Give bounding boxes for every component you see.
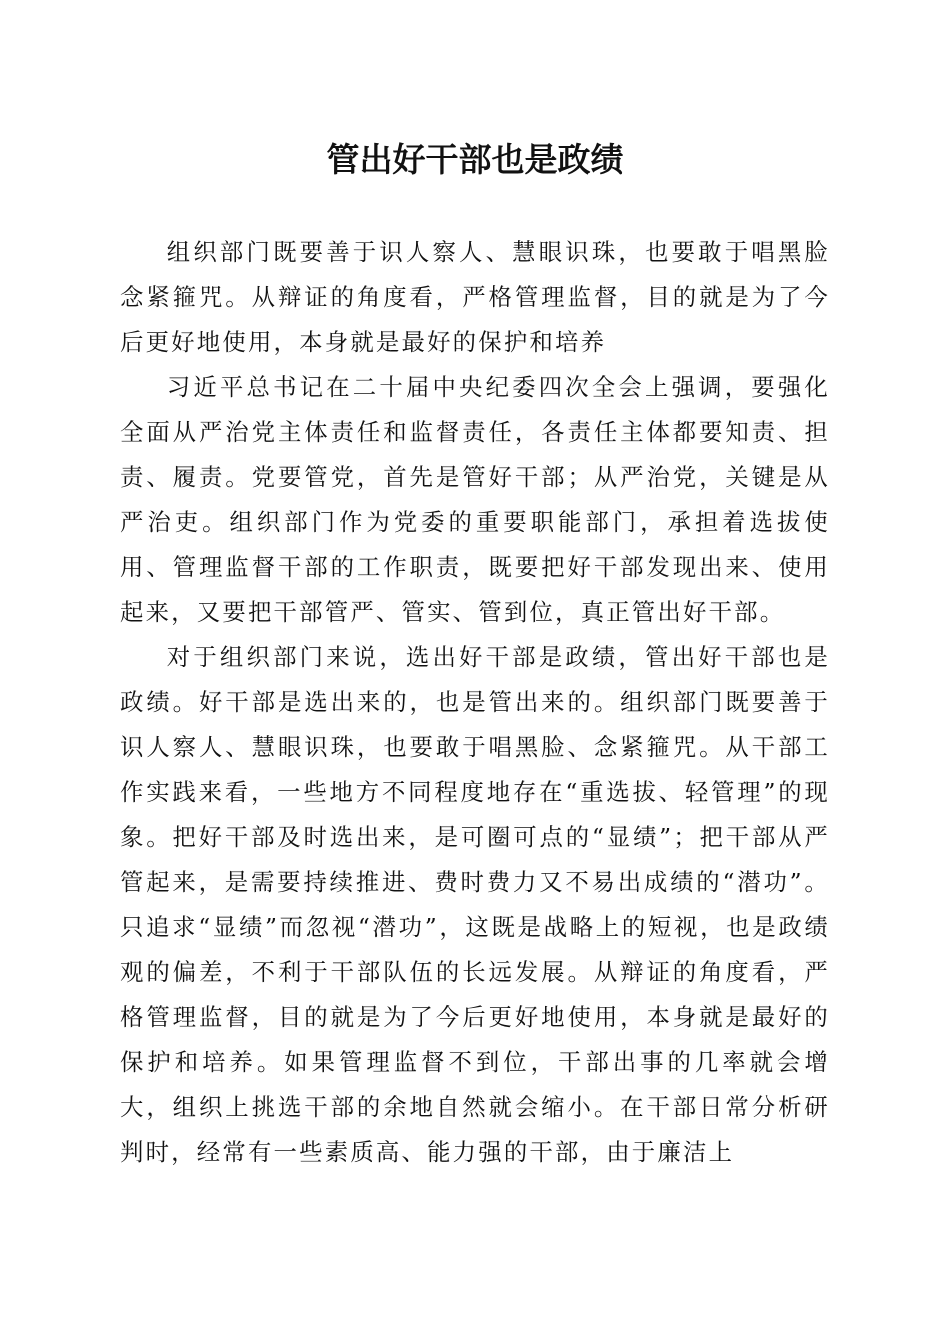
paragraph-1: 组织部门既要善于识人察人、慧眼识珠，也要敢于唱黑脸念紧箍咒。从辩证的角度看，严格管理监督，目的就是为了今后更好地使用，本身就是最好的保护和培养 [120,238,830,356]
document-title: 管出好干部也是政绩 [326,140,624,179]
paragraph-2: 习近平总书记在二十届中央纪委四次全会上强调，要强化全面从严治党主体责任和监督责任，各责任主体都要知责、担责、履责。党要管党，首先是管好干部；从严治党，关键是从严治吏。组织部门作为党委的重要职能部门，承担着选拔使用、管理监督干部的工作职责，既要把好干部发现出来、使用起来，又要把干部管严、管实、管到位，真正管出好干部。 [120,373,830,626]
paragraph-3: 对于组织部门来说，选出好干部是政绩，管出好干部也是政绩。好干部是选出来的，也是管出来的。组织部门既要善于识人察人、慧眼识珠，也要敢于唱黑脸、念紧箍咒。从干部工作实践来看，一些地方不同程度地存在“重选拔、轻管理”的现象。把好干部及时选出来，是可圈可点的“显绩”；把干部从严管起来，是需要持续推进、费时费力又不易出成绩的“潜功”。只追求“显绩”而忽视“潜功”，这既是战略上的短视，也是政绩观的偏差，不利于干部队伍的长远发展。从辩证的角度看，严格管理监督，目的就是为了今后更好地使用，本身就是最好的保护和培养。如果管理监督不到位，干部出事的几率就会增大，组织上挑选干部的余地自然就会缩小。在干部日常分析研判时，经常有一些素质高、能力强的干部，由于廉洁上 [120,643,830,1166]
document-body [120,230,830,1175]
